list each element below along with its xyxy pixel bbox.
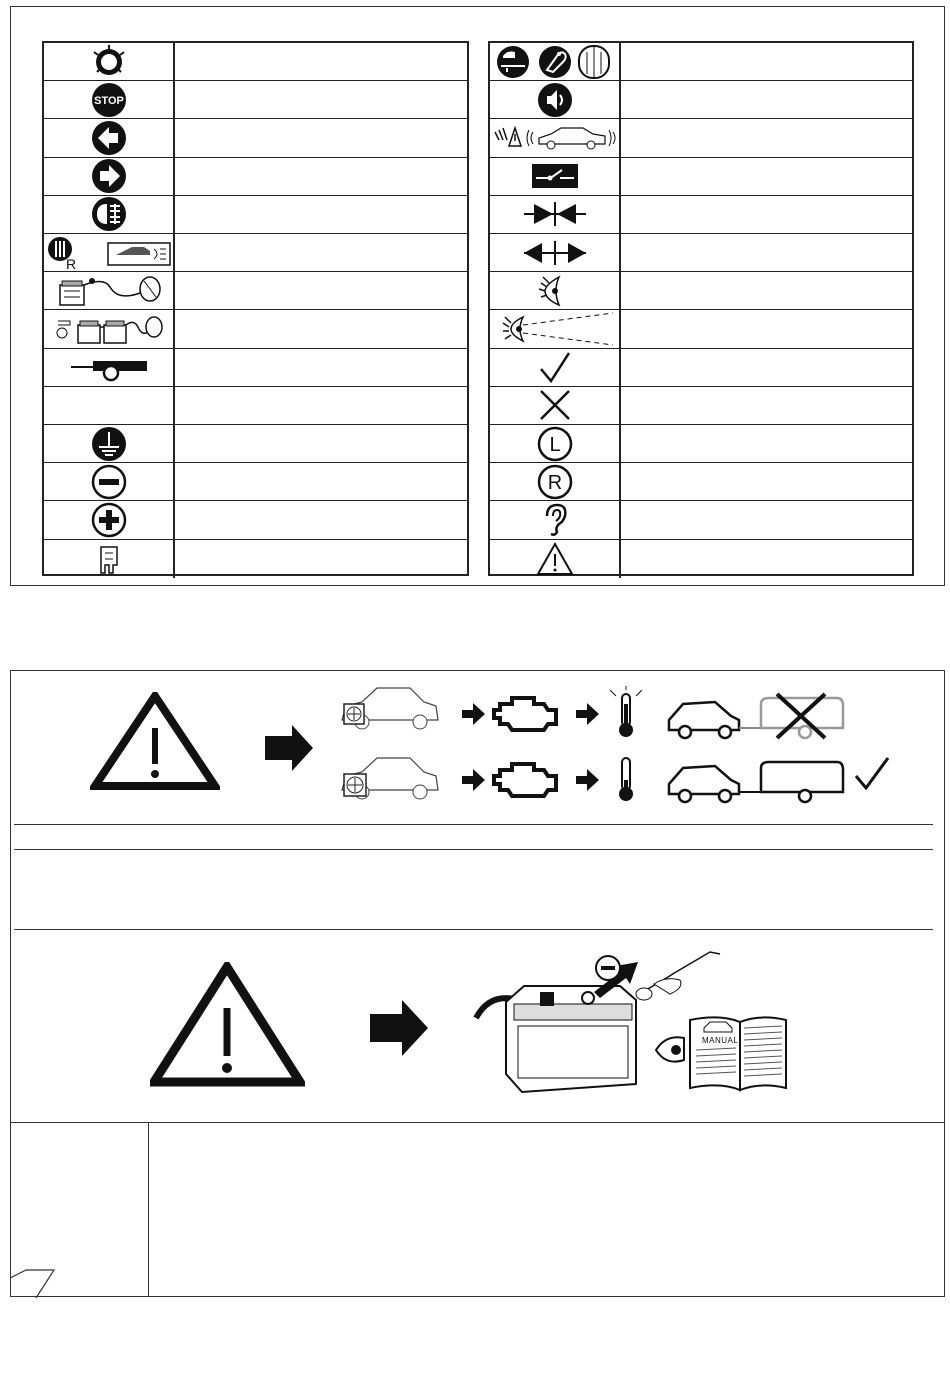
table-row bbox=[44, 349, 467, 387]
table-row bbox=[490, 540, 912, 578]
table-row bbox=[490, 234, 912, 272]
read-manual-icon bbox=[650, 1012, 790, 1092]
press-in-icon bbox=[490, 196, 621, 233]
description-cell bbox=[621, 463, 912, 500]
table-row bbox=[44, 463, 467, 501]
svg-text:R: R bbox=[65, 255, 76, 271]
table-row bbox=[490, 272, 912, 310]
description-cell bbox=[175, 119, 467, 156]
svg-text:R: R bbox=[547, 471, 562, 494]
table-row bbox=[490, 501, 912, 539]
description-cell bbox=[621, 425, 912, 462]
description-cell bbox=[621, 540, 912, 578]
table-row bbox=[44, 501, 467, 539]
cross-icon bbox=[490, 387, 621, 424]
table-row bbox=[44, 540, 467, 578]
table-row bbox=[44, 158, 467, 196]
description-cell bbox=[175, 387, 467, 424]
table-row bbox=[490, 463, 912, 501]
description-cell bbox=[621, 234, 912, 271]
table-row bbox=[490, 158, 912, 196]
column-divider bbox=[148, 1122, 149, 1297]
car-trailer-icon bbox=[665, 756, 850, 806]
speaker-icon bbox=[490, 81, 621, 118]
connectors-icon bbox=[490, 43, 621, 80]
divider bbox=[10, 1122, 945, 1123]
description-cell bbox=[621, 310, 912, 347]
warning-triangle-icon bbox=[150, 962, 305, 1087]
switch-icon bbox=[490, 158, 621, 195]
description-cell bbox=[621, 272, 912, 309]
description-cell bbox=[175, 349, 467, 386]
fuse-link-icon bbox=[44, 349, 175, 386]
check-icon bbox=[852, 754, 892, 794]
table-row bbox=[44, 43, 467, 81]
car-radiator-fan-icon bbox=[332, 680, 442, 735]
table-row bbox=[490, 387, 912, 425]
ear-icon bbox=[490, 501, 621, 538]
left-arrow-icon bbox=[44, 119, 175, 156]
description-cell bbox=[621, 158, 912, 195]
description-cell bbox=[175, 540, 467, 578]
description-cell bbox=[621, 349, 912, 386]
description-cell bbox=[175, 463, 467, 500]
right-r-icon bbox=[490, 463, 621, 500]
small-arrow-icon bbox=[576, 702, 600, 726]
description-cell bbox=[621, 43, 912, 80]
table-row bbox=[490, 43, 912, 81]
table-row bbox=[44, 387, 467, 425]
description-cell bbox=[175, 43, 467, 80]
description-cell bbox=[175, 501, 467, 538]
description-cell bbox=[621, 501, 912, 538]
description-cell bbox=[175, 158, 467, 195]
symbols-table-right bbox=[488, 41, 914, 576]
description-cell bbox=[175, 196, 467, 233]
description-cell bbox=[621, 387, 912, 424]
car-alarm-icon bbox=[490, 119, 621, 156]
car-radiator-fan-icon bbox=[332, 748, 442, 808]
table-row bbox=[44, 81, 467, 119]
description-cell bbox=[175, 310, 467, 347]
fuse-icon bbox=[44, 540, 175, 578]
light-bulb-icon bbox=[44, 43, 175, 80]
divider bbox=[14, 849, 933, 850]
table-row bbox=[44, 196, 467, 234]
symbols-table-left bbox=[42, 41, 469, 576]
table-row bbox=[44, 272, 467, 310]
small-arrow-icon bbox=[462, 768, 486, 792]
positive-icon bbox=[44, 501, 175, 538]
table-row bbox=[44, 310, 467, 348]
description-cell bbox=[175, 272, 467, 309]
engine-icon bbox=[490, 690, 560, 736]
small-arrow-icon bbox=[462, 702, 486, 726]
battery-key-cable-icon bbox=[44, 310, 175, 347]
fog-light-icon bbox=[44, 196, 175, 233]
table-row bbox=[490, 119, 912, 157]
warning-triangle-icon bbox=[90, 692, 220, 792]
description-cell bbox=[621, 196, 912, 233]
pull-apart-icon bbox=[490, 234, 621, 271]
description-cell bbox=[621, 81, 912, 118]
table-row bbox=[44, 425, 467, 463]
left-l-icon bbox=[490, 425, 621, 462]
negative-icon bbox=[44, 463, 175, 500]
right-arrow-icon bbox=[44, 158, 175, 195]
big-arrow-icon bbox=[265, 723, 315, 773]
description-cell bbox=[175, 425, 467, 462]
description-cell bbox=[175, 81, 467, 118]
warning-icon bbox=[490, 540, 621, 578]
manual-label: MANUAL bbox=[702, 1036, 739, 1045]
check-icon bbox=[490, 349, 621, 386]
corner-mark-icon bbox=[6, 1266, 56, 1302]
table-row bbox=[490, 349, 912, 387]
svg-text:L: L bbox=[548, 433, 561, 456]
svg-text:STOP: STOP bbox=[93, 94, 124, 107]
icon-cell-empty bbox=[44, 387, 175, 424]
warning-panel-1 bbox=[10, 670, 945, 823]
reverse-light-icon bbox=[44, 234, 175, 271]
battery-booster-cable-icon bbox=[44, 272, 175, 309]
table-row bbox=[44, 234, 467, 272]
table-row bbox=[490, 81, 912, 119]
car-trailer-crossed-icon bbox=[665, 692, 850, 742]
table-row bbox=[490, 425, 912, 463]
table-row bbox=[490, 310, 912, 348]
warning-panel-2 bbox=[10, 930, 945, 1122]
thermometer-icon bbox=[606, 750, 646, 806]
description-cell bbox=[621, 119, 912, 156]
table-row bbox=[490, 196, 912, 234]
ground-icon bbox=[44, 425, 175, 462]
big-arrow-icon bbox=[370, 998, 430, 1058]
eye-look-icon bbox=[490, 272, 621, 309]
thermometer-hot-icon bbox=[606, 686, 646, 742]
stop-icon bbox=[44, 81, 175, 118]
engine-icon bbox=[490, 756, 560, 802]
description-cell bbox=[175, 234, 467, 271]
eye-view-icon bbox=[490, 310, 621, 347]
small-arrow-icon bbox=[576, 768, 600, 792]
table-row bbox=[44, 119, 467, 157]
divider bbox=[14, 824, 933, 825]
